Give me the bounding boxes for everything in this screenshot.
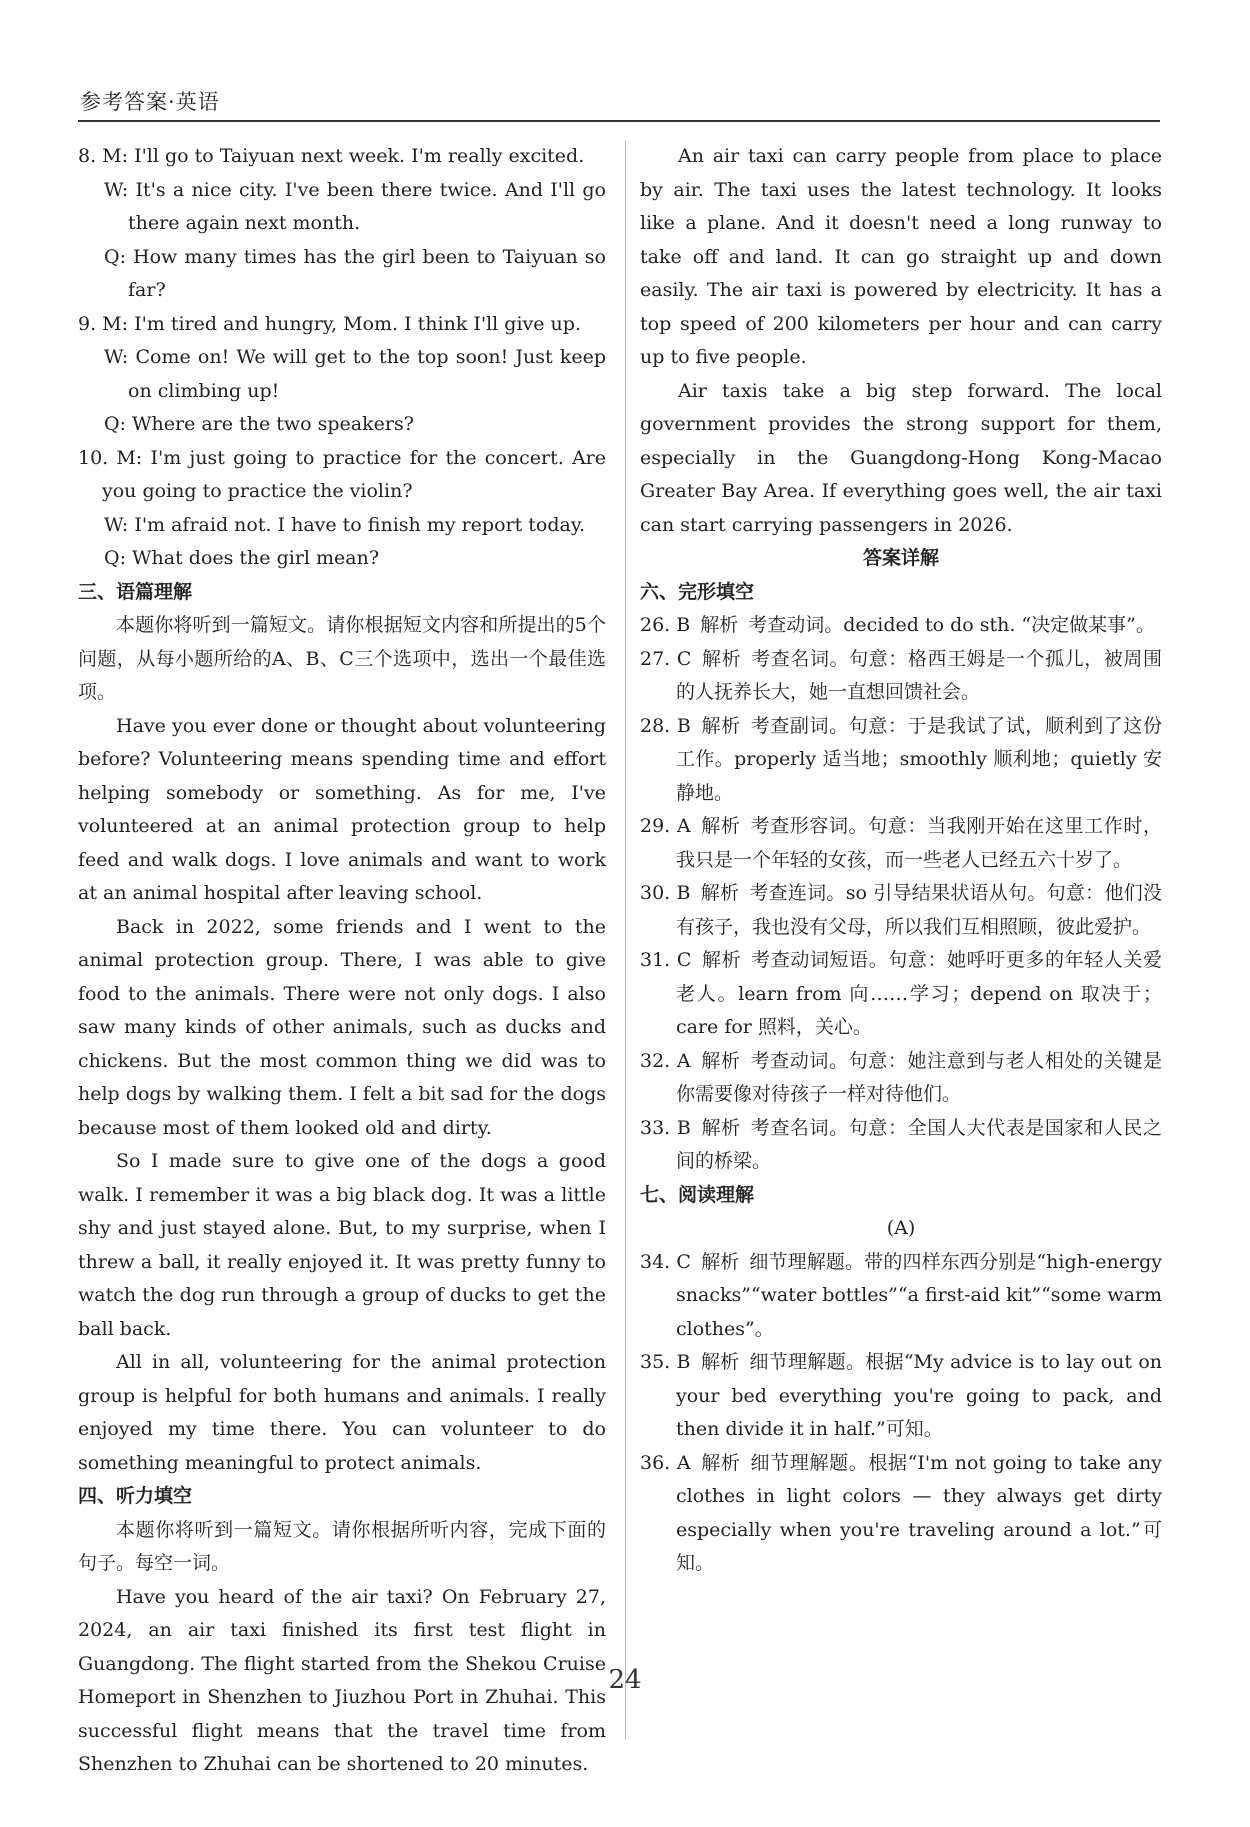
passage-paragraph: Have you ever done or thought about volunteering before? Volunteering means spending time and effort helping somebody or something. As for me, I've volunteered at an animal protection group to help feed and walk dogs. I love animals and want to work at an animal hospital after leaving school.	[78, 714, 606, 904]
analysis-tag: 解析	[700, 1250, 740, 1273]
section-4-title: 四、听力填空	[78, 1485, 193, 1507]
answers-title: 答案详解	[862, 547, 939, 569]
analysis-tag: 解析	[700, 1351, 740, 1373]
dialog-question: Q: What does the girl mean?	[104, 547, 380, 569]
answer-29	[640, 810, 1162, 877]
section-7-subtitle: (A)	[886, 1217, 916, 1239]
passage-paragraph: Have you heard of the air taxi? On February 27, 2024, an air taxi finished its first test flight in Guangdong. The flight started from the Shekou Cruise Homeport in Shenzhen to Jiuzhou Port in Zhuhai. This successful flight means that the travel time from Shenzhen to Zhuhai can be shortened to 20 minutes.	[78, 1585, 606, 1775]
analysis-tag: 解析	[700, 1451, 741, 1474]
dialog-question: Q: Where are the two speakers?	[104, 413, 414, 435]
analysis-tag: 解析	[700, 882, 740, 904]
dialog-line: 10. M: I'm just going to practice for the concert. Are you going to practice the violin?	[78, 446, 606, 502]
answer-number: 28. B	[640, 714, 691, 737]
analysis-tag: 解析	[700, 614, 739, 636]
left-column	[78, 140, 606, 1782]
analysis-tag: 解析	[700, 815, 741, 837]
answer-number: 34. C	[640, 1250, 691, 1273]
answer-34	[640, 1246, 1162, 1347]
passage-paragraph: So I made sure to give one of the dogs a good walk. I remember it was a big black dog. It was a little shy and just stayed alone. But, to my surprise, when I threw a ball, it really enjoyed it. It was pretty funny to watch the dog run through a group of ducks to get the ball back.	[78, 1150, 606, 1340]
analysis-tag: 解析	[700, 1116, 741, 1139]
answer-31	[640, 944, 1162, 1045]
analysis-tag: 解析	[701, 647, 742, 670]
answer-32	[640, 1045, 1162, 1112]
answer-number: 33. B	[640, 1116, 691, 1139]
dialog-9	[78, 308, 606, 442]
answer-text: 细节理解题。根据“I'm not going to take any clothes in light colors — they always get dirty especially when you're traveling around a lot.”可知。	[676, 1451, 1162, 1574]
answer-number: 36. A	[640, 1451, 691, 1474]
page-header	[78, 84, 1160, 122]
section-6-title: 六、完形填空	[640, 580, 755, 603]
answer-number: 27. C	[640, 647, 692, 670]
answer-text: 考查名词。句意：全国人大代表是国家和人民之间的桥梁。	[676, 1116, 1162, 1172]
answer-text: 考查动词。decided to do sth. “决定做某事”。	[748, 614, 1155, 636]
dialog-10	[78, 442, 606, 576]
answer-33	[640, 1112, 1162, 1179]
header-title: 参考答案·英语	[80, 90, 220, 114]
passage-paragraph: All in all, volunteering for the animal protection group is helpful for both humans and animals. I really enjoyed my time there. You can volunteer to do something meaningful to protect animals.	[78, 1351, 606, 1474]
answer-text: 考查连词。so 引导结果状语从句。句意：他们没有孩子，我也没有父母，所以我们互相照顾，彼此爱护。	[676, 882, 1163, 938]
answer-number: 29. A	[640, 815, 691, 837]
answer-number: 26. B	[640, 614, 691, 636]
section-7-title: 七、阅读理解	[640, 1183, 755, 1206]
answer-number: 30. B	[640, 882, 691, 904]
dialog-question: Q: How many times has the girl been to Taiyuan so far?	[104, 245, 606, 301]
passage-paragraph: An air taxi can carry people from place to place by air. The taxi uses the latest technology. It looks like a plane. And it doesn't need a long runway to take off and land. It can go straight up and down easily. The air taxi is powered by electricity. It has a top speed of 200 kilometers per hour and can carry up to five people.	[640, 145, 1162, 368]
column-divider	[625, 140, 626, 1740]
answer-number: 32. A	[640, 1049, 691, 1072]
answer-text: 考查副词。句意：于是我试了试，顺利到了这份工作。properly 适当地；smoothly 顺利地；quietly 安静地。	[676, 714, 1162, 804]
answer-text: 细节理解题。根据“My advice is to lay out on your bed everything you're going to pack, and then divide it in half.”可知。	[676, 1351, 1162, 1440]
passage-paragraph: Air taxis take a big step forward. The local government provides the strong support for them, especially in the Guangdong-Hong Kong-Macao Greater Bay Area. If everything goes well, the air taxi can start carrying passengers in 2026.	[640, 379, 1162, 536]
answer-text: 考查动词。句意：她注意到与老人相处的关键是你需要像对待孩子一样对待他们。	[676, 1049, 1162, 1105]
dialog-line: 9. M: I'm tired and hungry, Mom. I think I'll give up.	[78, 312, 581, 335]
answer-36	[640, 1447, 1162, 1581]
dialog-line: W: Come on! We will get to the top soon! Just keep on climbing up!	[104, 346, 606, 402]
dialog-line: W: It's a nice city. I've been there twice. And I'll go there again next month.	[104, 178, 606, 234]
page-number: 24	[608, 1665, 642, 1695]
answer-text: 考查形容词。句意：当我刚开始在这里工作时，我只是一个年轻的女孩，而一些老人已经五六十岁了。	[676, 815, 1162, 871]
analysis-tag: 解析	[701, 949, 742, 971]
dialog-line: W: I'm afraid not. I have to finish my report today.	[104, 513, 586, 536]
analysis-tag: 解析	[700, 1049, 741, 1072]
answer-text: 考查名词。句意：格西王姆是一个孤儿，被周围的人抚养长大，她一直想回馈社会。	[676, 647, 1162, 703]
answer-35	[640, 1346, 1162, 1447]
answer-text: 细节理解题。带的四样东西分别是“high-energy snacks”“water bottles”“a first-aid kit”“some warm clothes”。	[676, 1250, 1162, 1340]
dialog-8	[78, 140, 606, 308]
section-3-intro: 本题你将听到一篇短文。请你根据短文内容和所提出的5个问题，从每小题所给的A、B、C三个选项中，选出一个最佳选项。	[78, 614, 606, 703]
answer-28	[640, 710, 1162, 811]
right-column	[640, 140, 1162, 1581]
section-4-intro: 本题你将听到一篇短文。请你根据所听内容，完成下面的句子。每空一词。	[78, 1518, 606, 1574]
analysis-tag: 解析	[700, 714, 741, 737]
answer-number: 31. C	[640, 949, 692, 971]
answer-number: 35. B	[640, 1351, 691, 1373]
dialog-line: 8. M: I'll go to Taiyuan next week. I'm really excited.	[78, 145, 585, 167]
section-3-title: 三、语篇理解	[78, 580, 193, 603]
answer-text: 考查动词短语。句意：她呼吁更多的年轻人关爱老人。learn from 向……学习；depend on 取决于；care for 照料，关心。	[676, 949, 1162, 1038]
answer-26	[640, 609, 1162, 643]
answer-27	[640, 643, 1162, 710]
answer-30	[640, 877, 1162, 944]
passage-paragraph: Back in 2022, some friends and I went to the animal protection group. There, I was able to give food to the animals. There were not only dogs. I also saw many kinds of other animals, such as ducks and chickens. But the most common thing we did was to help dogs by walking them. I felt a bit sad for the dogs because most of them looked old and dirty.	[78, 915, 606, 1139]
